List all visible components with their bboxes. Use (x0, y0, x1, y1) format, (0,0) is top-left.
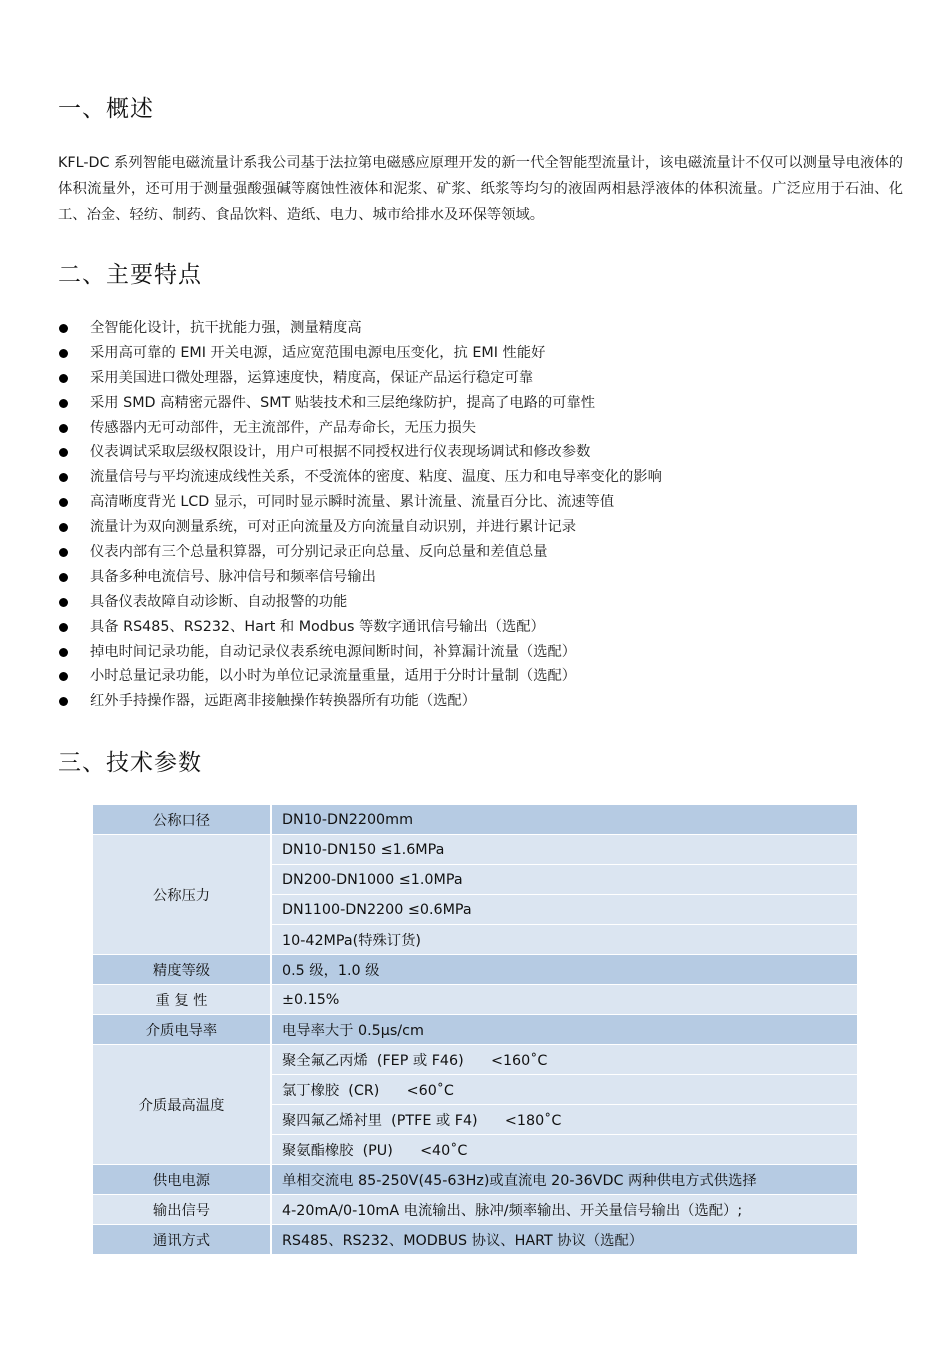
spec-value: 聚全氟乙丙烯 (FEP 或 F46) <160˚C (271, 1045, 857, 1075)
feature-item (58, 540, 898, 565)
spec-value: 0.5 级，1.0 级 (271, 955, 857, 985)
feature-text: 高清晰度背光 LCD 显示，可同时显示瞬时流量、累计流量、流量百分比、流速等值 (90, 494, 615, 511)
bullet-icon (59, 448, 68, 457)
feature-item (58, 515, 898, 540)
bullet-icon (59, 324, 68, 333)
feature-text: 采用 SMD 高精密元器件、SMT 贴装技术和三层绝缘防护，提高了电路的可靠性 (90, 394, 596, 411)
bullet-icon (59, 598, 68, 607)
overview-paragraph: KFL-DC 系列智能电磁流量计系我公司基于法拉第电磁感应原理开发的新一代全智能型流量计，该电磁流量计不仅可以测量导电液体的体积流量外，还可用于测量强酸强碱等腐蚀性液体和泥浆、矿浆、纸浆等均匀的液固两相悬浮液体的体积流量。广泛应用于石油、化工、冶金、轻纺、制药、食品饮料、造纸、电力、城市给排水及环保等领域。 (58, 155, 903, 223)
spec-row-power-supply (93, 1165, 857, 1195)
feature-text: 采用美国进口微处理器，运算速度快，精度高，保证产品运行稳定可靠 (90, 369, 534, 386)
spec-label: 介质最高温度 (93, 1045, 271, 1165)
spec-row-output-signal (93, 1195, 857, 1225)
feature-text: 具备多种电流信号、脉冲信号和频率信号输出 (90, 568, 376, 585)
feature-text: 具备 RS485、RS232、Hart 和 Modbus 等数字通讯信号输出（选配） (90, 618, 545, 635)
spec-label: 精度等级 (93, 955, 271, 985)
spec-table (93, 805, 857, 1255)
feature-item (58, 366, 898, 391)
feature-item (58, 640, 898, 665)
spec-value: DN1100-DN2200 ≤0.6MPa (271, 895, 857, 925)
bullet-icon (59, 424, 68, 433)
bullet-icon (59, 697, 68, 706)
feature-item (58, 615, 898, 640)
feature-item (58, 316, 898, 341)
spec-value: RS485、RS232、MODBUS 协议、HART 协议（选配） (271, 1225, 857, 1255)
feature-text: 流量信号与平均流速成线性关系，不受流体的密度、粘度、温度、压力和电导率变化的影响 (90, 469, 662, 486)
bullet-icon (59, 349, 68, 358)
feature-item (58, 416, 898, 441)
spec-label: 输出信号 (93, 1195, 271, 1225)
feature-item (58, 341, 898, 366)
spec-row-repeatability (93, 985, 857, 1015)
bullet-icon (59, 374, 68, 383)
spec-value: 聚氨酯橡胶 (PU) <40˚C (271, 1135, 857, 1165)
section-title-overview: 一、概述 (58, 96, 154, 122)
spec-value: DN10-DN2200mm (271, 805, 857, 835)
feature-item (58, 490, 898, 515)
feature-item (58, 689, 898, 714)
bullet-icon (59, 399, 68, 408)
feature-text: 采用高可靠的 EMI 开关电源，适应宽范围电源电压变化，抗 EMI 性能好 (90, 344, 546, 361)
spec-row-nominal-pressure (93, 835, 857, 865)
feature-text: 流量计为双向测量系统，可对正向流量及方向流量自动识别，并进行累计记录 (90, 519, 577, 536)
spec-row-communication (93, 1225, 857, 1255)
feature-text: 仪表调试采取层级权限设计，用户可根据不同授权进行仪表现场调试和修改参数 (90, 444, 591, 461)
section-title-specs: 三、技术参数 (58, 750, 202, 776)
section-title-features: 二、主要特点 (58, 262, 202, 288)
spec-label: 供电电源 (93, 1165, 271, 1195)
bullet-icon (59, 648, 68, 657)
spec-value: 10-42MPa(特殊订货) (271, 925, 857, 955)
feature-text: 掉电时间记录功能，自动记录仪表系统电源间断时间，补算漏计流量（选配） (90, 643, 577, 660)
feature-item (58, 565, 898, 590)
bullet-icon (59, 498, 68, 507)
feature-item (58, 590, 898, 615)
feature-text: 全智能化设计，抗干扰能力强，测量精度高 (90, 320, 362, 336)
spec-row-accuracy (93, 955, 857, 985)
bullet-icon (59, 473, 68, 482)
spec-row-conductivity (93, 1015, 857, 1045)
bullet-icon (59, 672, 68, 681)
feature-item (58, 440, 898, 465)
feature-item (58, 664, 898, 689)
spec-value: 氯丁橡胶 (CR) <60˚C (271, 1075, 857, 1105)
spec-value: ±0.15% (271, 985, 857, 1015)
bullet-icon (59, 623, 68, 632)
spec-label: 公称口径 (93, 805, 271, 835)
feature-text: 传感器内无可动部件，无主流部件，产品寿命长，无压力损失 (90, 419, 477, 436)
feature-text: 仪表内部有三个总量积算器，可分别记录正向总量、反向总量和差值总量 (90, 544, 548, 561)
spec-value: 单相交流电 85-250V(45-63Hz)或直流电 20-36VDC 两种供电方式供选择 (271, 1165, 857, 1195)
feature-text: 小时总量记录功能，以小时为单位记录流量重量，适用于分时计量制（选配） (90, 668, 577, 685)
spec-value: DN200-DN1000 ≤1.0MPa (271, 865, 857, 895)
feature-text: 具备仪表故障自动诊断、自动报警的功能 (90, 593, 348, 610)
spec-row-nominal-diameter (93, 805, 857, 835)
spec-label: 重 复 性 (93, 985, 271, 1015)
features-list (58, 316, 898, 714)
spec-label: 公称压力 (93, 835, 271, 955)
spec-label: 通讯方式 (93, 1225, 271, 1255)
feature-text: 红外手持操作器，远距离非接触操作转换器所有功能（选配） (90, 693, 477, 710)
spec-value: DN10-DN150 ≤1.6MPa (271, 835, 857, 865)
spec-value: 4-20mA/0-10mA 电流输出、脉冲/频率输出、开关量信号输出（选配）; (271, 1195, 857, 1225)
spec-label: 介质电导率 (93, 1015, 271, 1045)
feature-item (58, 391, 898, 416)
bullet-icon (59, 573, 68, 582)
spec-row-max-temperature (93, 1045, 857, 1075)
bullet-icon (59, 548, 68, 557)
spec-value: 电导率大于 0.5μs/cm (271, 1015, 857, 1045)
spec-value: 聚四氟乙烯衬里 (PTFE 或 F4) <180˚C (271, 1105, 857, 1135)
bullet-icon (59, 523, 68, 532)
feature-item (58, 465, 898, 490)
